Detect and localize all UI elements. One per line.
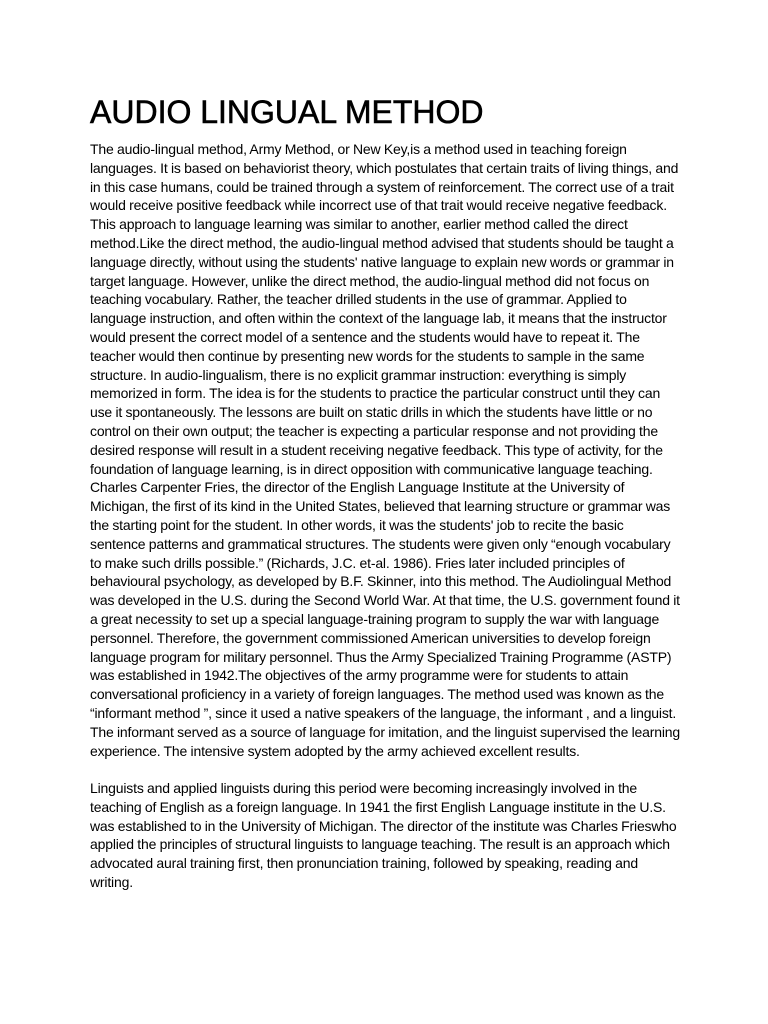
body-paragraph-2: Linguists and applied linguists during this period were becoming increasingly involved in the teaching of English as a foreign language. In 1941 the first English Language institute in the U.S. was established to in the University of Michigan. The director of the institute was Charles Frieswho applied the principles of structural linguists to language teaching. The result is an approach which advocated aural training first, then pronunciation training, followed by speaking, reading and writing.: [90, 780, 677, 891]
document-title: AUDIO LINGUAL METHOD: [90, 94, 484, 130]
document-page: [90, 92, 680, 892]
body-paragraph-1: The audio-lingual method, Army Method, or New Key,is a method used in teaching foreign languages. It is based on behaviorist theory, which postulates that certain traits of living things, and in this case humans, could be trained through a system of reinforcement. The correct use of a trait would receive positive feedback while incorrect use of that trait would receive negative feedback. This approach to language learning was similar to another, earlier method called the direct method.Like the direct method, the audio-lingual method advised that students should be taught a language directly, without using the students' native language to explain new words or grammar in target language. However, unlike the direct method, the audio-lingual method did not focus on teaching vocabulary. Rather, the teacher drilled students in the use of grammar. Applied to language instruction, and often within the context of the language lab, it means that the instructor would present the correct model of a sentence and the students would have to repeat it. The teacher would then continue by presenting new words for the students to sample in the same structure. In audio-lingualism, there is no explicit grammar instruction: everything is simply memorized in form. The idea is for the students to practice the particular construct until they can use it spontaneously. The lessons are built on static drills in which the students have little or no control on their own output; the teacher is expecting a particular response and not providing the desired response will result in a student receiving negative feedback. This type of activity, for the foundation of language learning, is in direct opposition with communicative language teaching. Charles Carpenter Fries, the director of the English Language Institute at the University of Michigan, the first of its kind in the United States, believed that learning structure or grammar was the starting point for the student. In other words, it was the students' job to recite the basic sentence patterns and grammatical structures. The students were given only “enough vocabulary to make such drills possible.” (Richards, J.C. et-al. 1986). Fries later included principles of behavioural psychology, as developed by B.F. Skinner, into this method. The Audiolingual Method was developed in the U.S. during the Second World War. At that time, the U.S. government found it a great necessity to set up a special language-training program to supply the war with language personnel. Therefore, the government commissioned American universities to develop foreign language program for military personnel. Thus the Army Specialized Training Programme (ASTP) was established in 1942.The objectives of the army programme were for students to attain conversational proficiency in a variety of foreign languages. The method used was known as the “informant method ”, since it used a native speakers of the language, the informant , and a linguist. The informant served as a source of language for imitation, and the linguist supervised the learning experience. The intensive system adopted by the army achieved excellent results.: [90, 141, 680, 759]
